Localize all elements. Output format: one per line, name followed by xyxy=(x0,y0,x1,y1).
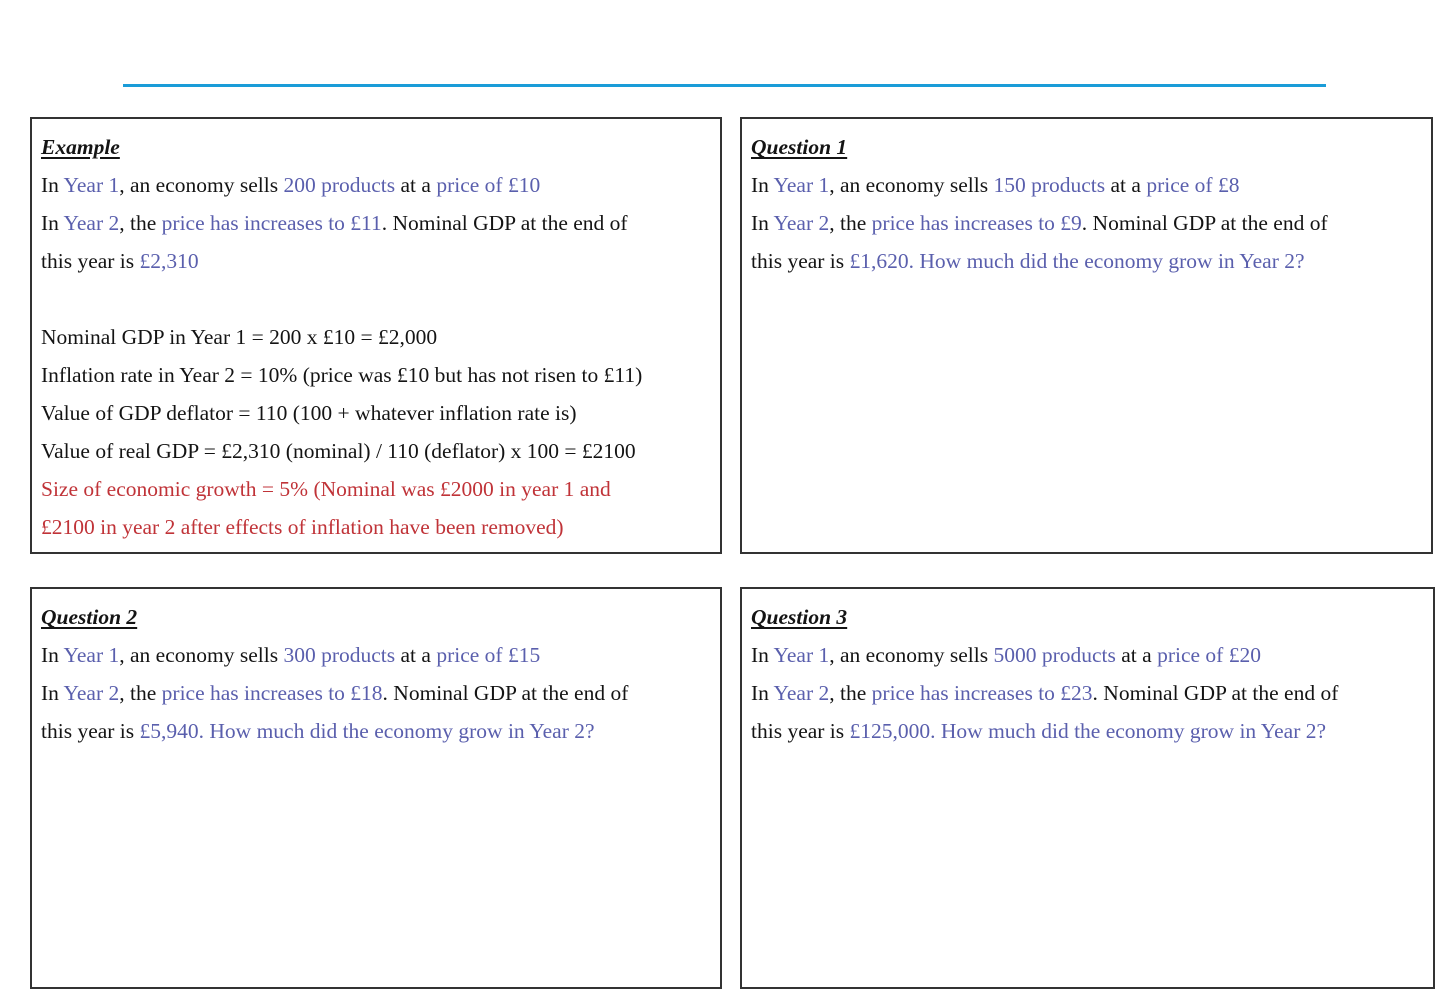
text-segment: at a xyxy=(1105,173,1147,197)
text-segment: this year is xyxy=(41,249,140,273)
example-box xyxy=(30,117,722,554)
text-segment: £2100 in year 2 after effects of inflation have been removed) xyxy=(41,515,564,539)
text-segment: 300 products xyxy=(283,643,396,667)
text-segment: In xyxy=(41,211,64,235)
text-segment: at a xyxy=(395,643,437,667)
text-segment: £5,940. How much did the economy grow in Year 2? xyxy=(139,719,595,743)
text-line xyxy=(41,470,712,508)
text-segment: , the xyxy=(829,211,872,235)
text-segment: 150 products xyxy=(993,173,1106,197)
text-segment: In xyxy=(751,211,774,235)
text-segment: Value of real GDP = £2,310 (nominal) / 110 (deflator) x 100 = £2100 xyxy=(41,439,636,463)
text-segment: Size of economic growth = 5% (Nominal was £2000 in year 1 and xyxy=(41,477,611,501)
text-segment: Inflation rate in Year 2 = 10% (price was £10 but has not risen to £11) xyxy=(41,363,643,387)
text-segment: , the xyxy=(119,681,162,705)
text-line xyxy=(41,394,712,432)
text-line xyxy=(751,166,1423,204)
text-segment: Year 2 xyxy=(773,211,830,235)
text-segment: In xyxy=(751,173,774,197)
text-segment: , an economy sells xyxy=(119,643,284,667)
text-segment: , an economy sells xyxy=(829,173,994,197)
example-box-title: Example xyxy=(41,135,120,159)
question-1-box xyxy=(740,117,1433,554)
text-segment: price of £20 xyxy=(1157,643,1261,667)
text-segment: Value of GDP deflator = 110 (100 + whatever inflation rate is) xyxy=(41,401,577,425)
text-line xyxy=(41,712,712,750)
text-line xyxy=(41,280,712,318)
text-line xyxy=(41,318,712,356)
text-segment: In xyxy=(41,643,64,667)
question-2-box-title: Question 2 xyxy=(41,605,138,629)
text-segment: £125,000. How much did the economy grow in Year 2? xyxy=(849,719,1327,743)
text-segment: In xyxy=(751,643,774,667)
question-3-box-body xyxy=(751,636,1425,750)
text-line xyxy=(41,356,712,394)
text-segment: price of £10 xyxy=(436,173,541,197)
text-segment: this year is xyxy=(751,249,850,273)
text-segment: price of £8 xyxy=(1146,173,1240,197)
text-segment: , the xyxy=(829,681,872,705)
text-line xyxy=(41,204,712,242)
top-divider-line xyxy=(123,84,1326,87)
text-segment: price has increases to £11 xyxy=(161,211,382,235)
text-segment: In xyxy=(41,173,64,197)
text-segment: this year is xyxy=(41,719,140,743)
text-segment: , the xyxy=(119,211,162,235)
text-segment: Year 2 xyxy=(773,681,830,705)
text-line xyxy=(41,432,712,470)
text-segment: 200 products xyxy=(283,173,396,197)
text-line xyxy=(41,242,712,280)
text-segment: Nominal GDP in Year 1 = 200 x £10 = £2,000 xyxy=(41,325,438,349)
text-segment: price of £15 xyxy=(436,643,541,667)
text-segment: price has increases to £18 xyxy=(161,681,383,705)
text-segment: . Nominal GDP at the end of xyxy=(1092,681,1339,705)
text-line xyxy=(751,712,1425,750)
text-line xyxy=(751,636,1425,674)
text-line xyxy=(751,674,1425,712)
text-line xyxy=(41,636,712,674)
question-2-box-body xyxy=(41,636,712,750)
text-segment: , an economy sells xyxy=(119,173,284,197)
text-line xyxy=(751,204,1423,242)
text-segment: Year 1 xyxy=(773,643,830,667)
text-segment: , an economy sells xyxy=(829,643,994,667)
question-3-box xyxy=(740,587,1435,989)
text-line xyxy=(751,242,1423,280)
text-line xyxy=(41,674,712,712)
text-segment: at a xyxy=(1115,643,1158,667)
text-segment: at a xyxy=(395,173,437,197)
text-segment: In xyxy=(41,681,64,705)
text-segment: this year is xyxy=(751,719,850,743)
question-2-box xyxy=(30,587,722,989)
question-1-box-body xyxy=(751,166,1423,280)
text-segment: In xyxy=(751,681,774,705)
text-segment: . Nominal GDP at the end of xyxy=(382,681,629,705)
question-1-box-title: Question 1 xyxy=(751,135,848,159)
text-segment: £1,620. How much did the economy grow in Year 2? xyxy=(849,249,1305,273)
text-segment: Year 1 xyxy=(63,173,120,197)
text-segment: Year 1 xyxy=(63,643,120,667)
text-segment: Year 2 xyxy=(63,681,120,705)
text-segment: Year 1 xyxy=(773,173,830,197)
text-segment: price has increases to £23 xyxy=(871,681,1093,705)
text-segment: Year 2 xyxy=(63,211,120,235)
example-box-body xyxy=(41,166,712,546)
text-line xyxy=(41,508,712,546)
text-segment: £2,310 xyxy=(139,249,199,273)
question-3-box-title: Question 3 xyxy=(751,605,848,629)
text-segment: . Nominal GDP at the end of xyxy=(381,211,628,235)
text-segment: price has increases to £9 xyxy=(871,211,1082,235)
text-segment: 5000 products xyxy=(993,643,1116,667)
text-line xyxy=(41,166,712,204)
text-segment: . Nominal GDP at the end of xyxy=(1081,211,1328,235)
